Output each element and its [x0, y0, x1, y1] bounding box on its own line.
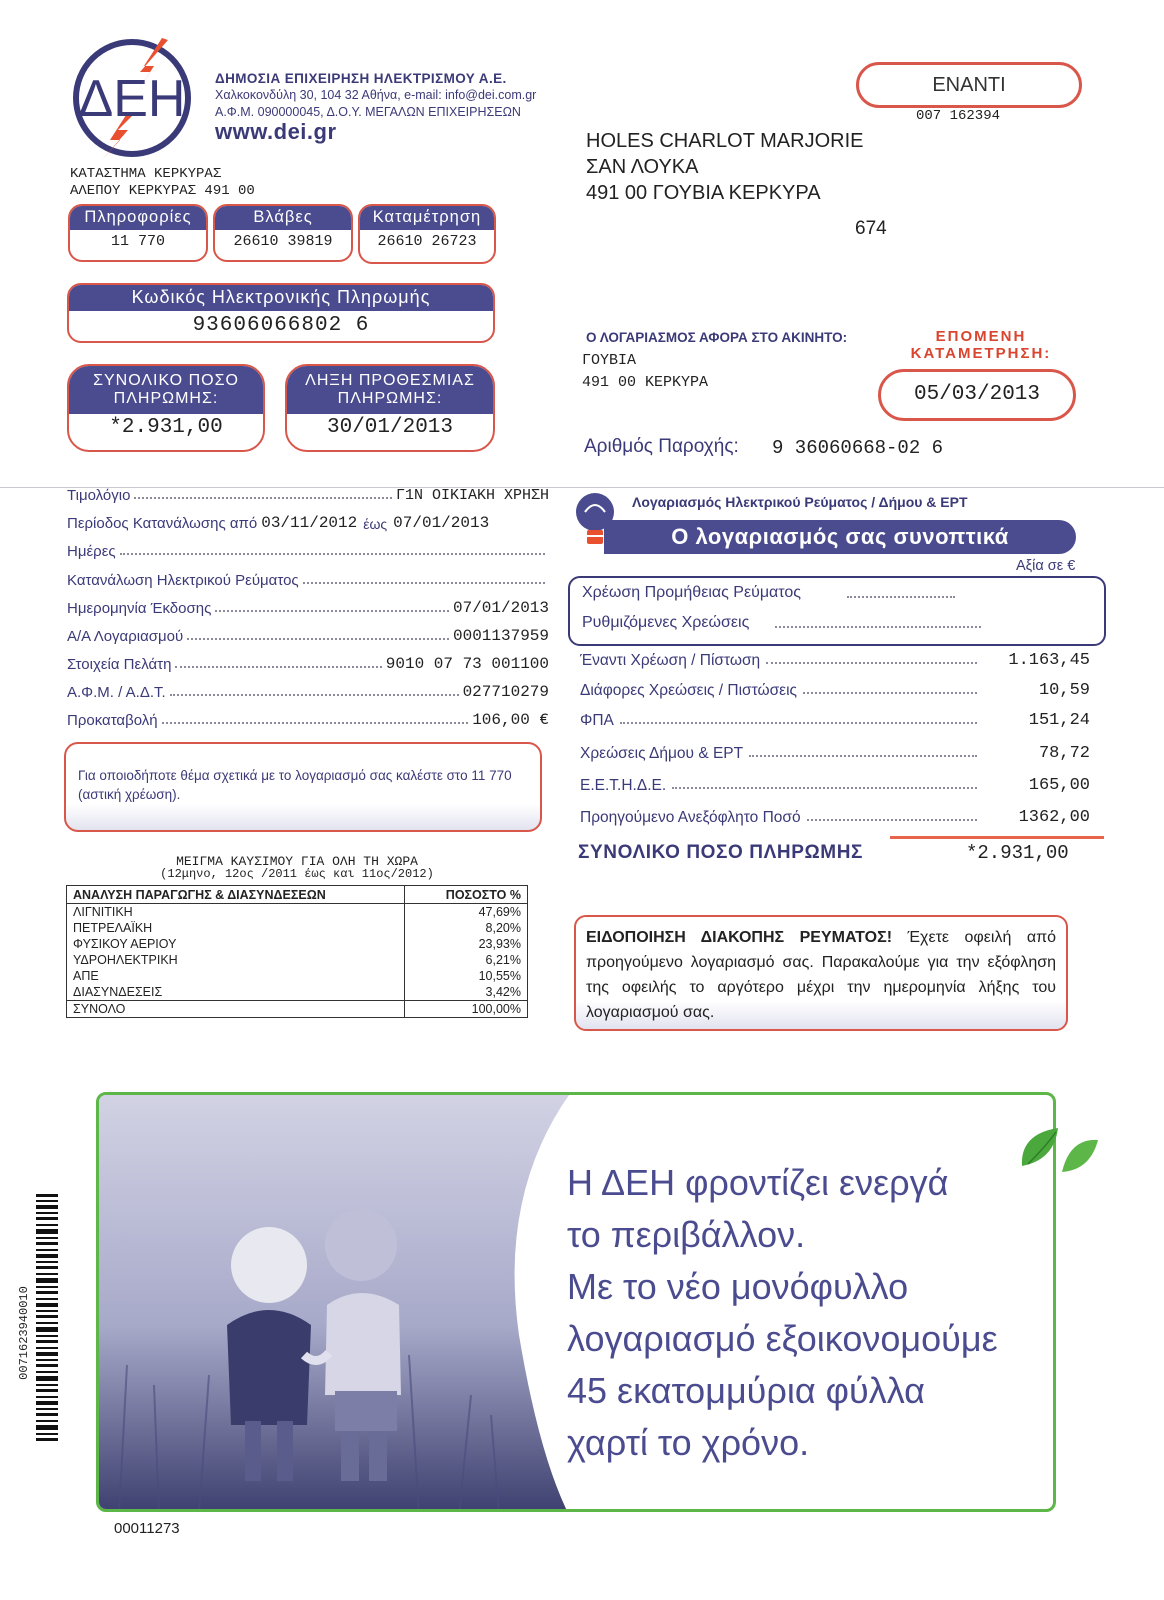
deadline-value: 30/01/2013: [326, 416, 454, 439]
supply-number: 9 36060668-02 6: [772, 437, 944, 459]
next-reading-box: [878, 369, 1076, 421]
leaf-icon: [1018, 1124, 1100, 1180]
logo-text: ΔΕΗ: [78, 70, 186, 128]
fuel-pct: 6,21%: [405, 952, 528, 968]
supply-charge-label: Χρέωση Προμήθειας Ρεύματος: [582, 584, 802, 601]
contact-info-label: Πληροφορίες: [70, 206, 206, 230]
warning-title: ΕΙΔΟΠΟΙΗΣΗ ΔΙΑΚΟΠΗΣ ΡΕΥΜΑΤΟΣ!: [586, 929, 893, 946]
fuel-source: ΠΕΤΡΕΛΑΪΚΗ: [67, 920, 405, 936]
customer-address: [586, 128, 863, 206]
customer-city: 491 00 ΓΟΥΒΙΑ ΚΕΡΚΥΡΑ: [586, 182, 821, 204]
store-line1: ΚΑΤΑΣΤΗΜΑ ΚΕΡΚΥΡΑΣ: [70, 166, 222, 182]
barcode: [36, 1194, 58, 1444]
contact-reading-label: Καταμέτρηση: [360, 206, 494, 230]
fuel-mix-title1: ΜΕΙΓΜΑ ΚΑΥΣΙΜΟΥ ΓΙΑ ΟΛΗ ΤΗ ΧΩΡΑ: [176, 854, 418, 869]
issue-date-value: 07/01/2013: [452, 599, 549, 617]
fuel-pct: 10,55%: [405, 968, 528, 984]
fuel-pct: 23,93%: [405, 936, 528, 952]
table-row: [67, 952, 528, 968]
fuel-source: ΑΠΕ: [67, 968, 405, 984]
contact-info-value: 11 770: [110, 233, 165, 250]
banner-line: 45 εκατομμύρια φύλλα: [567, 1370, 925, 1411]
days-row: [67, 538, 549, 560]
summary-subtitle: Λογαριασμός Ηλεκτρικού Ρεύματος / Δήμου & ΕΡΤ: [632, 494, 968, 510]
contact-info-box: [68, 204, 208, 262]
summary-line: [580, 769, 1090, 795]
children-photo: [99, 1095, 569, 1512]
client-label: Στοιχεία Πελάτη: [67, 656, 172, 673]
fuel-source: ΔΙΑΣΥΝΔΕΣΕΙΣ: [67, 984, 405, 1001]
contact-faults-box: [213, 204, 353, 262]
next-reading-date: 05/03/2013: [913, 383, 1041, 406]
banner-line: χαρτί το χρόνο.: [567, 1422, 810, 1463]
summary-line: [580, 737, 1090, 763]
client-row: [67, 651, 549, 673]
company-info: [215, 70, 537, 144]
summary-line-value: 1.163,45: [1008, 651, 1090, 670]
summary-line-label: Προηγούμενο Ανεξόφλητο Ποσό: [580, 809, 801, 826]
supply-charge-row: [582, 584, 982, 602]
summary-line-value: 165,00: [1028, 776, 1090, 795]
summary-total-label: ΣΥΝΟΛΙΚΟ ΠΟΣΟ ΠΛΗΡΩΜΗΣ: [578, 842, 864, 863]
summary-line-value: 1362,00: [1018, 808, 1090, 827]
epayment-code: 93606066802 6: [192, 314, 370, 337]
fuel-pct: 8,20%: [405, 920, 528, 936]
summary-line-value: 151,24: [1028, 711, 1090, 730]
fuel-source: ΦΥΣΙΚΟΥ ΑΕΡΙΟΥ: [67, 936, 405, 952]
fuel-header-pct: ΠΟΣΟΣΤΟ %: [405, 886, 528, 904]
period-to: 07/01/2013: [393, 514, 490, 532]
property-line2: 491 00 ΚΕΡΚΥΡΑ: [582, 374, 709, 391]
period-to-label: έως: [363, 516, 388, 532]
table-row: [67, 936, 528, 952]
fuel-mix-title: [66, 855, 528, 881]
enanti-number: 007 162394: [916, 108, 1001, 124]
total-amount-label: ΣΥΝΟΛΙΚΟ ΠΟΣΟ ΠΛΗΡΩΜΗΣ:: [69, 366, 263, 414]
deposit-value: 106,00 €: [472, 711, 549, 729]
notice-box: [64, 742, 542, 832]
property-line1: ΓΟΥΒΙΑ: [582, 352, 637, 369]
supply-charges-box: [568, 576, 1106, 646]
total-underline: [890, 836, 1104, 839]
contact-faults-label: Βλάβες: [215, 206, 351, 230]
company-name: ΔΗΜΟΣΙΑ ΕΠΙΧΕΙΡΗΣΗ ΗΛΕΚΤΡΙΣΜΟΥ Α.Ε.: [215, 71, 507, 86]
deadline-box: [285, 364, 495, 452]
banner-line: το περιβάλλον.: [567, 1214, 806, 1255]
company-address: Χαλκοκονδύλη 30, 104 32 Αθήνα, e-mail: info@dei.com.gr: [215, 88, 537, 102]
period-from: 03/11/2012: [261, 514, 358, 532]
company-website[interactable]: www.dei.gr: [215, 119, 337, 144]
total-amount-box: [67, 364, 265, 452]
fuel-mix-title2: (12μηνο, 12ος /2011 έως και 11ος/2012): [160, 867, 434, 881]
total-amount-value: *2.931,00: [109, 416, 223, 439]
account-row: [67, 623, 549, 645]
fuel-pct: 100,00%: [405, 1001, 528, 1018]
consumption-label: Κατανάλωση Ηλεκτρικού Ρεύματος: [67, 572, 299, 589]
fuel-mix-header: [67, 886, 528, 904]
summary-line: [580, 644, 1090, 670]
afm-row: [67, 679, 549, 701]
fuel-source: ΣΥΝΟΛΟ: [67, 1001, 405, 1018]
barcode-number-wrap: [14, 1262, 34, 1412]
table-row: [67, 920, 528, 936]
disconnection-warning: [574, 915, 1068, 1031]
period-label: Περίοδος Κατανάλωσης από: [67, 515, 258, 532]
summary-line-value: 10,59: [1038, 681, 1090, 700]
regulated-charges-row: [582, 614, 1002, 632]
tariff-value: Γ1Ν ΟΙΚΙΑΚΗ ΧΡΗΣΗ: [395, 487, 549, 504]
summary-line: [580, 801, 1090, 827]
fuel-source: ΥΔΡΟΗΛΕΚΤΡΙΚΗ: [67, 952, 405, 968]
barcode-number: 0071623940010: [17, 1286, 31, 1380]
store-address: [70, 166, 255, 200]
summary-line-value: 78,72: [1038, 744, 1090, 763]
deadline-label: ΛΗΞΗ ΠΡΟΘΕΣΜΙΑΣ ΠΛΗΡΩΜΗΣ:: [287, 366, 493, 414]
tariff-row: [67, 482, 549, 504]
supply-label: Αριθμός Παροχής:: [584, 436, 739, 457]
dei-logo: [70, 36, 194, 160]
fuel-pct: 47,69%: [405, 904, 528, 921]
table-row: [67, 904, 528, 921]
summary-title: Ο λογαριασμός σας συνοπτικά: [604, 520, 1076, 554]
days-label: Ημέρες: [67, 543, 116, 560]
summary-line-label: ΦΠΑ: [580, 712, 614, 729]
environment-banner: [96, 1092, 1056, 1512]
store-line2: ΑΛΕΠΟΥ ΚΕΡΚΥΡΑΣ 491 00: [70, 183, 255, 199]
value-label: Αξία σε €: [1016, 558, 1076, 574]
fuel-source: ΛΙΓΝΙΤΙΚΗ: [67, 904, 405, 921]
deposit-row: [67, 707, 549, 729]
next-reading-label: ΕΠΟΜΕΝΗ ΚΑΤΑΜΕΤΡΗΣΗ:: [910, 328, 1052, 362]
contact-reading-box: [358, 204, 496, 264]
warning-text: Έχετε οφειλή από προηγούμενο λογαριασμό σας. Παρακαλούμε για την εξόφληση της οφειλής το αργότερο μέχρι την ημερομηνία λήξης του λογαριασμού σας.: [586, 929, 1056, 1021]
summary-total-value: *2.931,00: [966, 842, 1069, 864]
table-row-total: [67, 1001, 528, 1018]
enanti-badge: [856, 62, 1082, 108]
customer-name: HOLES CHARLOT MARJORIE: [586, 130, 864, 152]
banner-text: [567, 1157, 998, 1469]
customer-code: 674: [855, 218, 887, 239]
epayment-label: Κωδικός Ηλεκτρονικής Πληρωμής: [69, 285, 493, 311]
summary-line: [580, 674, 1090, 700]
footer-code: 00011273: [114, 1520, 180, 1537]
contact-faults-value: 26610 39819: [233, 233, 333, 250]
afm-label: Α.Φ.Μ. / Α.Δ.Τ.: [67, 684, 166, 701]
fuel-mix-table: [66, 885, 528, 1018]
fuel-header-source: ΑΝΑΛΥΣΗ ΠΑΡΑΓΩΓΗΣ & ΔΙΑΣΥΝΔΕΣΕΩΝ: [67, 886, 405, 904]
notice-text: Για οποιοδήποτε θέμα σχετικά με το λογαριασμό σας καλέστε στο 11 770 (αστική χρέωση).: [78, 768, 512, 802]
banner-line: λογαριασμό εξοικονομούμε: [567, 1318, 998, 1359]
regulated-charges-label: Ρυθμιζόμενες Χρεώσεις: [582, 614, 750, 631]
summary-line: [580, 704, 1090, 730]
table-row: [67, 968, 528, 984]
table-row: [67, 984, 528, 1001]
consumption-row: [67, 567, 549, 589]
tariff-label: Τιμολόγιο: [67, 487, 131, 504]
account-value: 0001137959: [452, 627, 549, 645]
deposit-label: Προκαταβολή: [67, 712, 158, 729]
period-row: [67, 510, 549, 532]
banner-line: Με το νέο μονόφυλλο: [567, 1266, 909, 1307]
client-value: 9010 07 73 001100: [385, 655, 549, 673]
account-label: Α/Α Λογαριασμού: [67, 628, 184, 645]
summary-line-label: Έναντι Χρέωση / Πίστωση: [580, 652, 761, 669]
issue-date-label: Ημερομηνία Έκδοσης: [67, 600, 212, 617]
fuel-pct: 3,42%: [405, 984, 528, 1001]
customer-street: ΣΑΝ ΛΟΥΚΑ: [586, 156, 699, 178]
property-label: Ο ΛΟΓΑΡΙΑΣΜΟΣ ΑΦΟΡΑ ΣΤΟ ΑΚΙΝΗΤΟ:: [586, 330, 848, 345]
issue-date-row: [67, 595, 549, 617]
property-address: [582, 350, 708, 394]
enanti-label: ΕΝΑΝΤΙ: [932, 74, 1006, 96]
banner-line: Η ΔΕΗ φροντίζει ενεργά: [567, 1162, 949, 1203]
company-tax: Α.Φ.Μ. 090000045, Δ.Ο.Υ. ΜΕΓΑΛΩΝ ΕΠΙΧΕΙΡΗΣΕΩΝ: [215, 105, 521, 119]
summary-line-label: Ε.Ε.Τ.Η.Δ.Ε.: [580, 777, 667, 794]
summary-line-label: Διάφορες Χρεώσεις / Πιστώσεις: [580, 682, 798, 699]
summary-line-label: Χρεώσεις Δήμου & ΕΡΤ: [580, 745, 744, 762]
contact-reading-value: 26610 26723: [377, 233, 477, 250]
epayment-box: [67, 283, 495, 343]
afm-value: 027710279: [462, 683, 549, 701]
